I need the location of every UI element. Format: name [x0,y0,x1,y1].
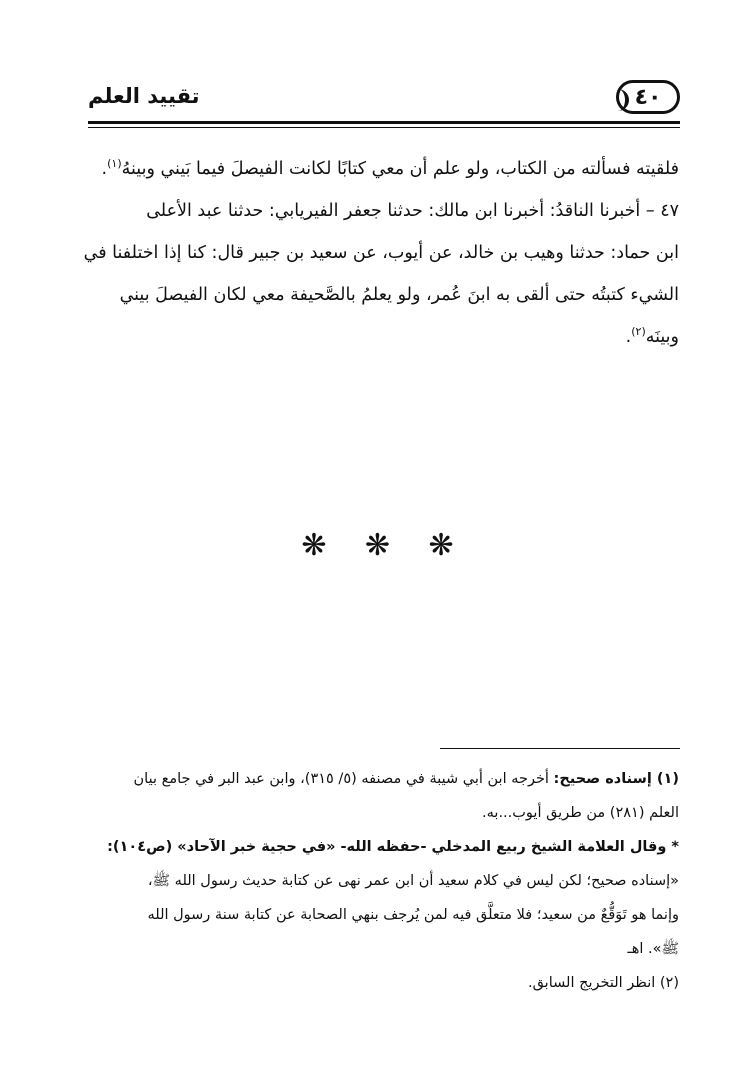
badge-ornament-icon [611,89,629,111]
body-line-1-text: فلقيته فسألته من الكتاب، ولو علم أن معي كتابًا لكانت الفيصلَ فيما بَيني وبينهُ [121,159,679,179]
footnote-1-line-4: «إسناده صحيح؛ لكن ليس في كلام سعيد أن ابن عمر نهى عن كتابة حديث رسول الله ﷺ، [147,873,679,889]
header-rule-thin [88,127,680,128]
asterism-star-icon: ❋ [364,528,391,563]
footnote-1-line-1 [83,762,679,796]
footnotes [83,762,679,1000]
body-line-4: الشيء كتبتُه حتى ألقى به ابنَ عُمر، ولو يعلمُ بالصَّحيفة معي لكان الفيصلَ بيني [119,285,679,305]
running-title: تقييد العلم [88,84,200,108]
page-number-badge [616,80,680,114]
footnote-ref-2[interactable]: (٢) [631,325,646,339]
header-rule-thick [88,121,680,124]
body-line-5-end: . [625,327,632,347]
footnote-1-line-1-text: أخرجه ابن أبي شيبة في مصنفه (٥/ ٣١٥)، وابن عبد البر في جامع بيان [133,771,554,787]
footnote-1-label: (١) إسناده صحيح: [553,771,679,787]
footnote-2: (٢) انظر التخريج السابق. [527,975,679,991]
body-line-2: ٤٧ – أخبرنا الناقدُ: أخبرنا ابن مالك: حدثنا جعفر الفيريابي: حدثنا عبد الأعلى [146,201,679,221]
footnote-1-line-5: وإنما هو تَوَقُّعٌ من سعيد؛ فلا متعلَّق فيه لمن يُرجف بنهي الصحابة عن كتابة سنة رسول الله [147,907,679,923]
footnote-separator [440,748,680,749]
body-line-3: ابن حماد: حدثنا وهيب بن خالد، عن أيوب، عن سعيد بن جبير قال: كنا إذا اختلفنا في [83,243,679,263]
page-number: ٤٠ [634,84,662,110]
footnote-ref-1[interactable]: (١) [107,157,122,171]
body-line-1-end: . [101,159,108,179]
body-line-5-text: وبينَه [645,327,679,347]
body-line-1 [87,148,679,190]
page-header [88,78,680,124]
footnote-1-line-2: العلم (٢٨١) من طريق أيوب...به. [482,805,679,821]
asterism-star-icon: ❋ [428,528,454,563]
main-text [83,148,679,358]
asterism-star-icon: ❋ [301,528,327,563]
section-divider [0,528,755,563]
body-line-5 [87,316,679,358]
footnote-1-line-6: ﷺ». اهـ [627,941,679,957]
footnote-1-line-3: * وقال العلامة الشيخ ربيع المدخلي -حفظه الله- «في حجية خبر الآحاد» (ص١٠٤): [107,839,679,855]
